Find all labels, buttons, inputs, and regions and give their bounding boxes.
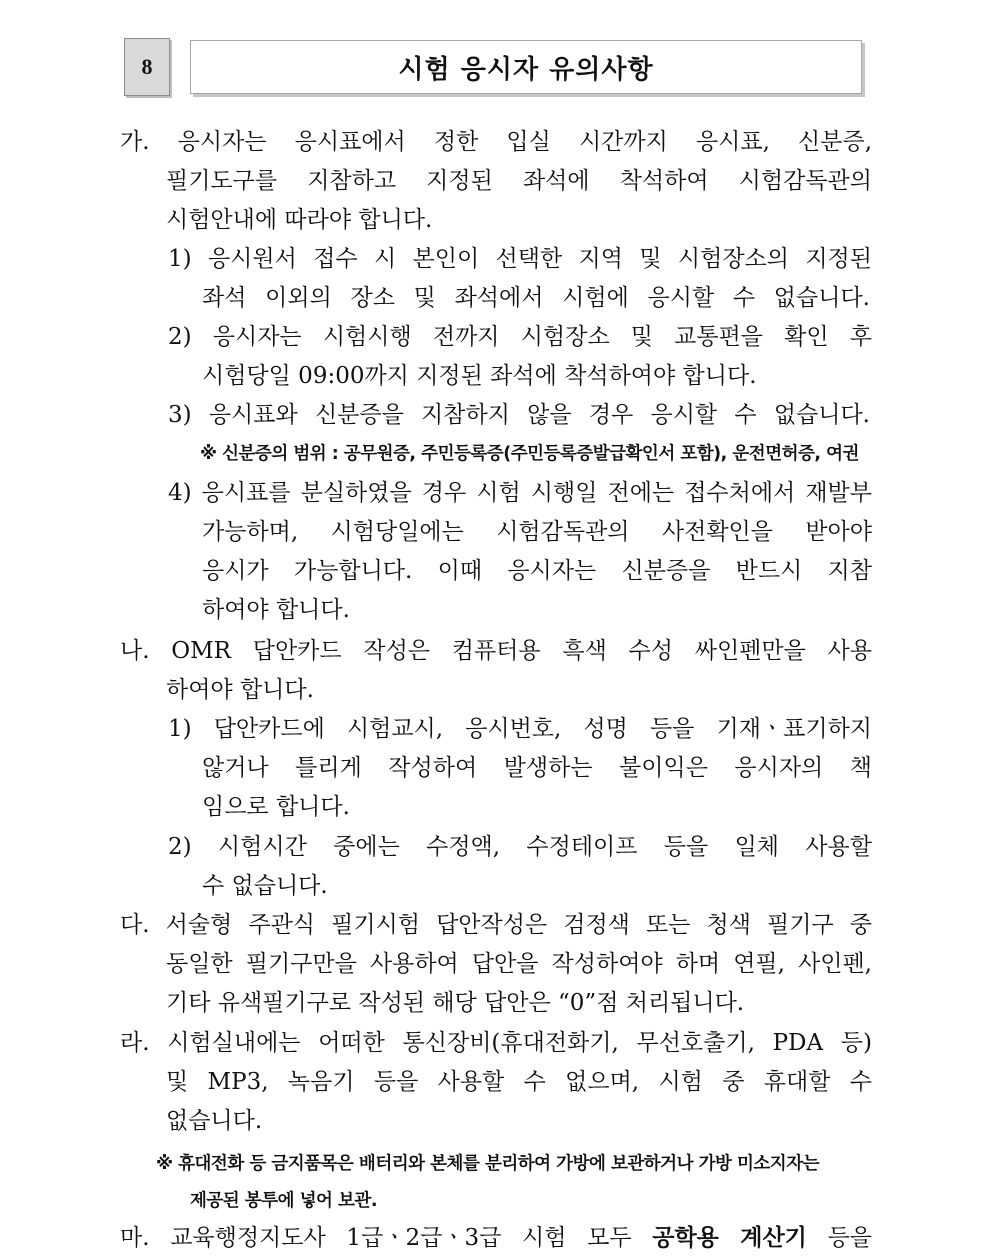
item-na-1-line-3: 임으로 합니다. <box>202 794 350 820</box>
item-na-1-line-1: 1) 답안카드에 시험교시, 응시번호, 성명 등을 기재ㆍ표기하지 <box>168 716 872 742</box>
item-da-line-1: 다. 서술형 주관식 필기시험 답안작성은 검정색 또는 청색 필기구 중 <box>120 912 872 938</box>
item-ra-line-1: 라. 시험실내에는 어떠한 통신장비(휴대전화기, 무선호출기, PDA 등) <box>120 1030 872 1056</box>
item-ga-line-3: 시험안내에 따라야 합니다. <box>166 207 433 233</box>
item-na-1-line-2: 않거나 틀리게 작성하여 발생하는 불이익은 응시자의 책 <box>202 755 872 781</box>
prohibited-items-note-line-2: 제공된 봉투에 넣어 보관. <box>190 1191 377 1211</box>
item-ga-4-line-4: 하여야 합니다. <box>202 597 350 623</box>
item-ga-1-line-1: 1) 응시원서 접수 시 본인이 선택한 지역 및 시험장소의 지정된 <box>168 246 872 272</box>
item-na-line-2: 하여야 합니다. <box>166 677 314 703</box>
item-ga-line-1: 가. 응시자는 응시표에서 정한 입실 시간까지 응시표, 신분증, <box>120 129 872 155</box>
item-ga-3-line-1: 3) 응시표와 신분증을 지참하지 않을 경우 응시할 수 없습니다. <box>168 402 870 428</box>
item-ma-emphasis: 공학용 계산기 <box>652 1225 807 1251</box>
item-ga-4-line-2: 가능하며, 시험당일에는 시험감독관의 사전확인을 받아야 <box>202 519 872 545</box>
item-na-line-1: 나. OMR 답안카드 작성은 컴퓨터용 흑색 수성 싸인펜만을 사용 <box>120 638 872 664</box>
item-ra-line-2: 및 MP3, 녹음기 등을 사용할 수 없으며, 시험 중 휴대할 수 <box>166 1069 872 1095</box>
item-ma-line-1 <box>120 1219 872 1258</box>
item-ga-line-2: 필기도구를 지참하고 지정된 좌석에 착석하여 시험감독관의 <box>166 168 872 194</box>
item-ga-4-line-1: 4) 응시표를 분실하였을 경우 시험 시행일 전에는 접수처에서 재발부 <box>168 480 872 506</box>
item-ma-text: 마. 교육행정지도사 1급ㆍ2급ㆍ3급 시험 모두 <box>120 1225 632 1251</box>
item-da-line-3: 기타 유색필기구로 작성된 해당 답안은 “0”점 처리됩니다. <box>166 990 745 1016</box>
item-ga-1-line-2: 좌석 이외의 장소 및 좌석에서 시험에 응시할 수 없습니다. <box>202 285 870 311</box>
id-scope-note: ※ 신분증의 범위 : 공무원증, 주민등록증(주민등록증발급확인서 포함), 운전면허증, 여권 <box>200 444 859 464</box>
section-number-badge: 8 <box>124 38 170 96</box>
item-na-2-line-2: 수 없습니다. <box>202 873 328 899</box>
item-da-line-2: 동일한 필기구만을 사용하여 답안을 작성하여야 하며 연필, 사인펜, <box>166 951 872 977</box>
item-na-2-line-1: 2) 시험시간 중에는 수정액, 수정테이프 등을 일체 사용할 <box>168 834 872 860</box>
item-ga-2-line-2: 시험당일 09:00까지 지정된 좌석에 착석하여야 합니다. <box>202 363 757 389</box>
item-ga-2-line-1: 2) 응시자는 시험시행 전까지 시험장소 및 교통편을 확인 후 <box>168 324 872 350</box>
prohibited-items-note-line-1: ※ 휴대전화 등 금지품목은 배터리와 본체를 분리하여 가방에 보관하거나 가방 미소지자는 <box>156 1154 820 1174</box>
item-ma-text-end: 등을 <box>827 1225 873 1251</box>
section-title: 시험 응시자 유의사항 <box>190 40 862 94</box>
item-ga-4-line-3: 응시가 가능합니다. 이때 응시자는 신분증을 반드시 지참 <box>202 558 872 584</box>
item-ra-line-3: 없습니다. <box>166 1108 263 1134</box>
